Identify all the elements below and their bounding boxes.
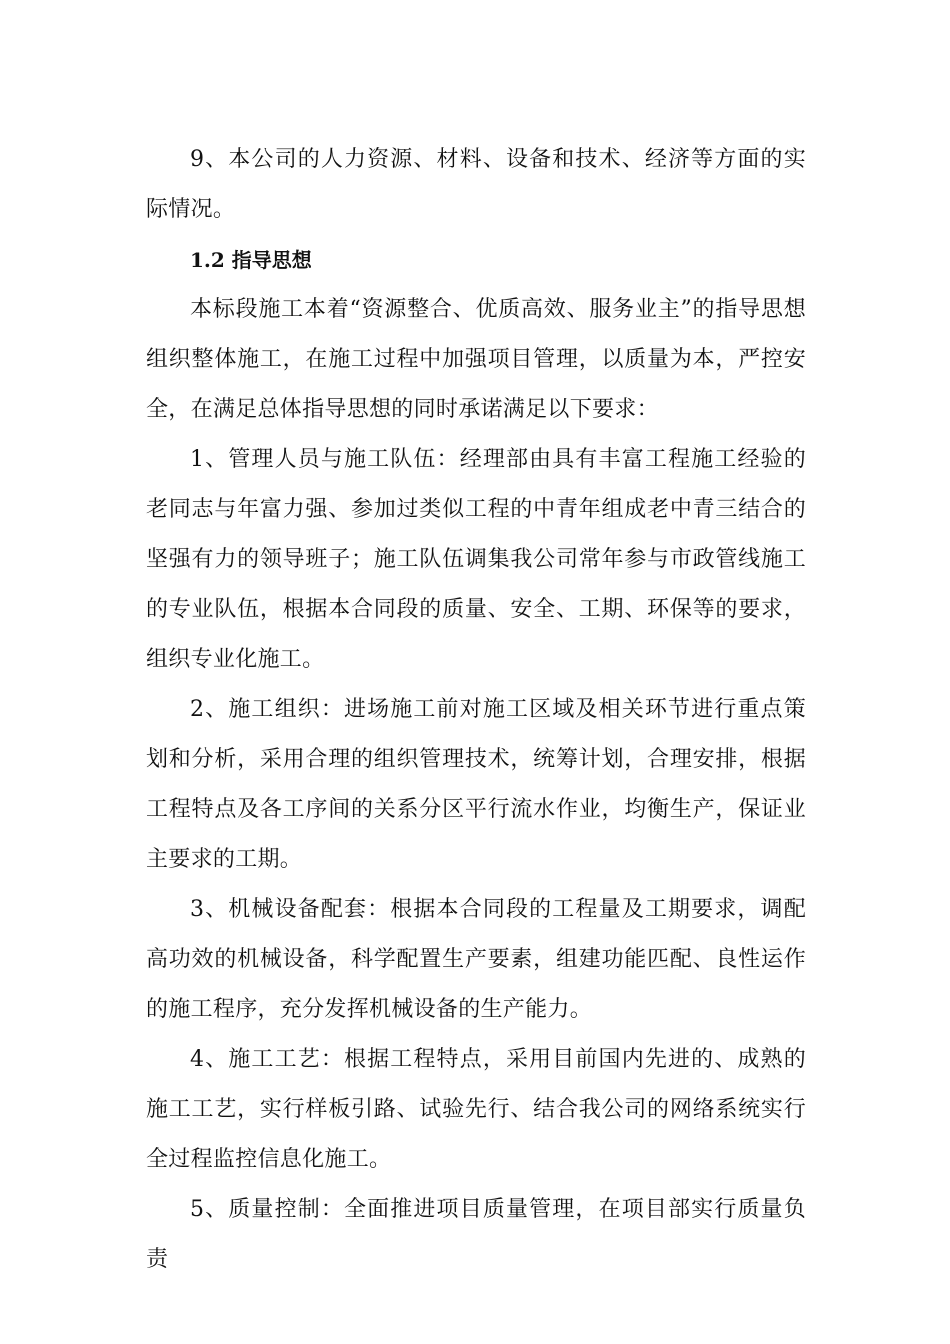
paragraph-item-2: 2、施工组织：进场施工前对施工区域及相关环节进行重点策划和分析，采用合理的组织管理技术，统筹计划，合理安排，根据工程特点及各工序间的关系分区平行流水作业，均衡生产，保证业主要求的工期。 [146, 697, 806, 872]
section-heading-1-2: 1.2 指导思想 [190, 248, 312, 272]
document-page [146, 135, 806, 1285]
paragraph-item-1: 1、管理人员与施工队伍：经理部由具有丰富工程施工经验的老同志与年富力强、参加过类似工程的中青年组成老中青三结合的坚强有力的领导班子；施工队伍调集我公司常年参与市政管线施工的专业队伍，根据本合同段的质量、安全、工期、环保等的要求，组织专业化施工。 [146, 447, 806, 672]
paragraph-item-3: 3、机械设备配套：根据本合同段的工程量及工期要求，调配高功效的机械设备，科学配置生产要素，组建功能匹配、良性运作的施工程序，充分发挥机械设备的生产能力。 [146, 897, 806, 1022]
paragraph-item-4: 4、施工工艺：根据工程特点，采用目前国内先进的、成熟的施工工艺，实行样板引路、试验先行、结合我公司的网络系统实行全过程监控信息化施工。 [146, 1047, 806, 1172]
paragraph-item-9: 9、本公司的人力资源、材料、设备和技术、经济等方面的实际情况。 [146, 147, 806, 222]
paragraph-intro: 本标段施工本着“资源整合、优质高效、服务业主”的指导思想组织整体施工，在施工过程中加强项目管理，以质量为本，严控安全，在满足总体指导思想的同时承诺满足以下要求： [146, 297, 806, 422]
paragraph-item-5: 5、质量控制：全面推进项目质量管理，在项目部实行质量负责 [146, 1197, 806, 1272]
